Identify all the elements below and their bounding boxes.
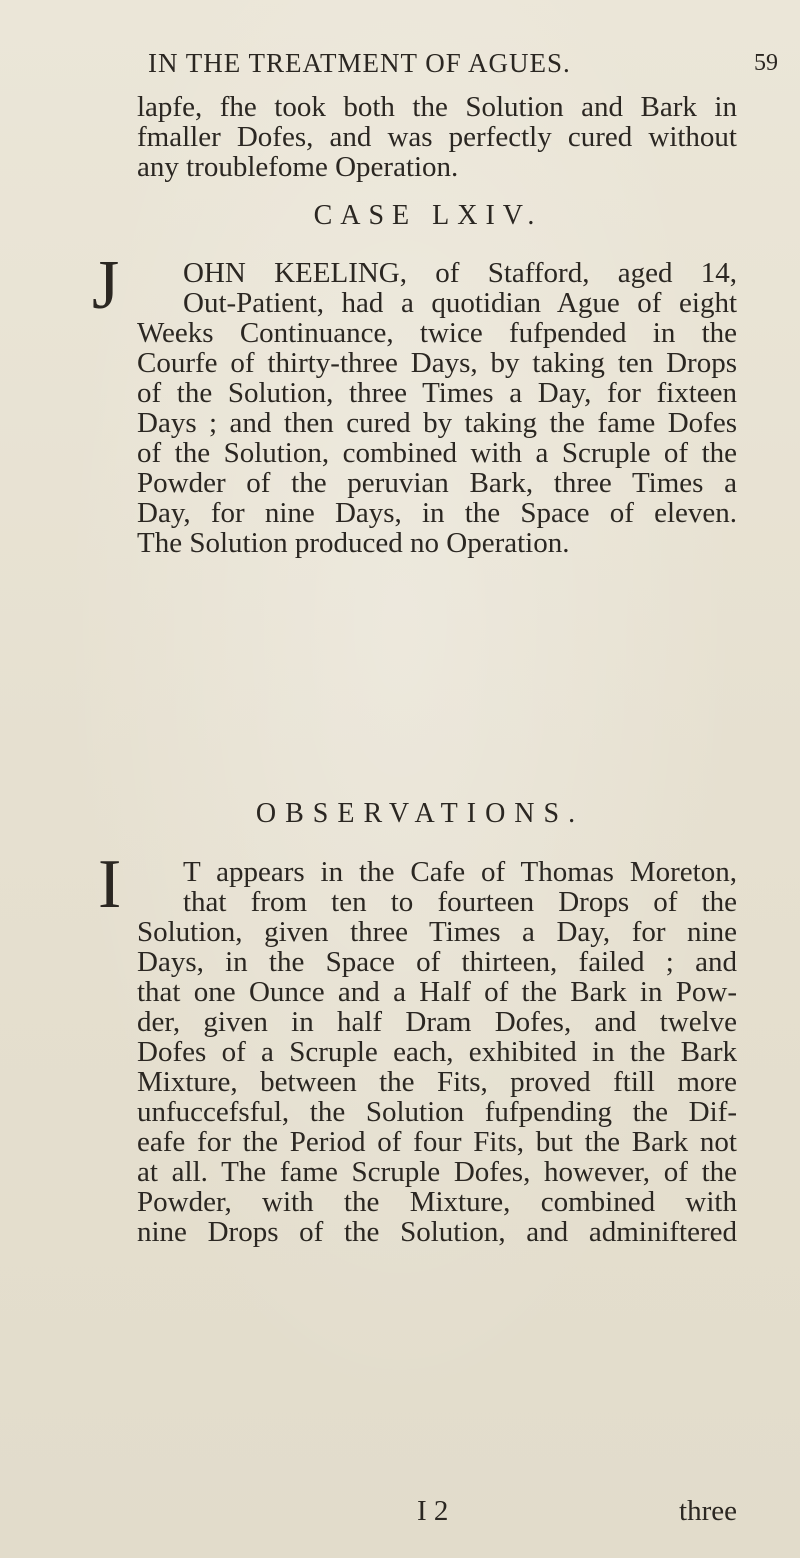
case-heading: CASE LXIV.	[313, 200, 543, 231]
text-line: Dofes of a Scruple each, exhibited in the Bark	[137, 1036, 737, 1068]
drop-cap: I	[98, 846, 122, 923]
text-line: Out-Patient, had a quotidian Ague of eight	[183, 287, 737, 319]
drop-cap: J	[92, 247, 120, 324]
paragraph-continuation	[137, 92, 737, 182]
text-line: Courfe of thirty-three Days, by taking ten Drops	[137, 347, 737, 379]
text-line: Weeks Continuance, twice fufpended in the	[137, 317, 737, 349]
observations-heading: OBSERVATIONS.	[255, 798, 585, 829]
text-line: Solution, given three Times a Day, for nine	[137, 916, 737, 948]
text-line: OHN KEELING, of Stafford, aged 14,	[183, 257, 737, 289]
text-line: Mixture, between the Fits, proved ftill more	[137, 1066, 737, 1098]
text-line: any troublefome Operation.	[137, 151, 459, 183]
running-title: IN THE TREATMENT OF AGUES.	[148, 48, 571, 78]
signature-mark: I 2	[417, 1495, 449, 1527]
text-line: lapfe, fhe took both the Solution and Bark in	[137, 91, 737, 123]
text-line: Day, for nine Days, in the Space of eleven.	[137, 497, 737, 529]
text-line: of the Solution, combined with a Scruple of the	[137, 437, 737, 469]
text-line: Days ; and then cured by taking the fame Dofes	[137, 407, 737, 439]
catchword: three	[679, 1495, 737, 1527]
page-number: 59	[754, 50, 778, 76]
text-line: eafe for the Period of four Fits, but the Bark not	[137, 1126, 737, 1158]
text-line: The Solution produced no Operation.	[137, 527, 570, 559]
text-line: T appears in the Cafe of Thomas Moreton,	[183, 856, 737, 888]
text-line: nine Drops of the Solution, and adminiftered	[137, 1216, 737, 1248]
observations-paragraph	[137, 857, 737, 1247]
text-line: Powder of the peruvian Bark, three Times a	[137, 467, 737, 499]
text-line: Powder, with the Mixture, combined with	[137, 1186, 737, 1218]
text-line: that from ten to fourteen Drops of the	[183, 886, 737, 918]
text-line: Days, in the Space of thirteen, failed ; and	[137, 946, 737, 978]
text-line: of the Solution, three Times a Day, for fixteen	[137, 377, 737, 409]
text-line: der, given in half Dram Dofes, and twelve	[137, 1006, 737, 1038]
text-line: at all. The fame Scruple Dofes, however, of the	[137, 1156, 737, 1188]
text-line: fmaller Dofes, and was perfectly cured without	[137, 121, 737, 153]
text-line: that one Ounce and a Half of the Bark in Pow-	[137, 976, 737, 1008]
case-paragraph	[137, 258, 737, 558]
text-line: unfuccefsful, the Solution fufpending the Dif-	[137, 1096, 737, 1128]
